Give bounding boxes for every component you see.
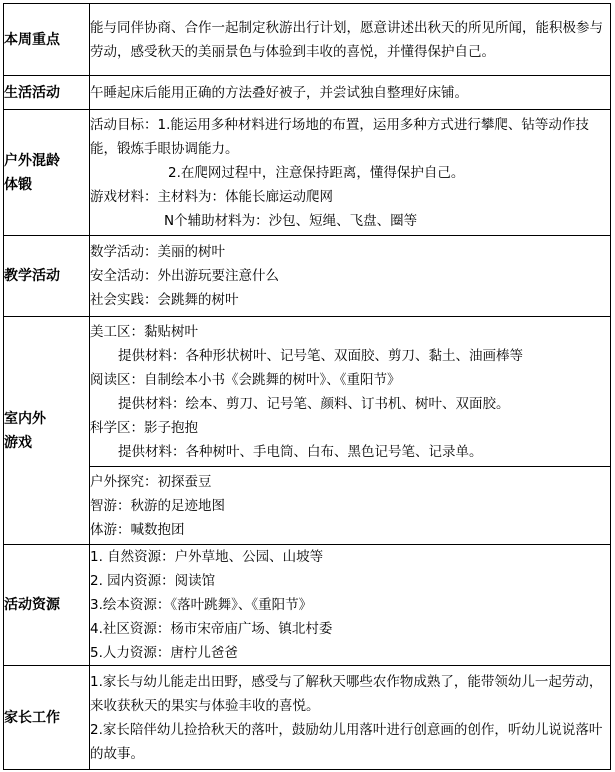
outdoor-label-line1: 户外混龄 xyxy=(4,152,60,169)
focus-text xyxy=(90,4,611,76)
science-materials: 提供材料：各种树叶、手电筒、白布、黑色记号笔、记录单。 xyxy=(118,443,483,460)
puzzle-game: 智游：秋游的足迹地图 xyxy=(90,497,225,514)
resources-content xyxy=(90,545,611,666)
row-resources xyxy=(4,545,611,666)
row-indoor-games xyxy=(4,467,611,545)
teaching-item: 数学活动：美丽的树叶 xyxy=(90,244,225,260)
focus-paragraph: 能与同伴协商、合作一起制定秋游出行计划，愿意讲述出秋天的所见所闻，能积极参与劳动，感受秋天的美丽景色与体验到丰收的喜悦，并懂得保护自己。 xyxy=(90,19,603,60)
row-indoor-areas xyxy=(4,317,611,467)
art-area: 美工区：黏贴树叶 xyxy=(90,323,198,340)
outdoor-goal-1: 活动目标：1.能运用多种材料进行场地的布置，运用多种方式进行攀爬、钻等动作技能，锻炼手眼协调能力。 xyxy=(90,116,589,157)
outdoor-label-line2: 体锻 xyxy=(4,176,32,193)
row-label-resources: 活动资源 xyxy=(4,545,90,666)
reading-area: 阅读区：自制绘本小书《会跳舞的树叶》、《重阳节》 xyxy=(90,371,401,388)
outdoor-goal-2: 2.在爬网过程中，注意保持距离，懂得保护自己。 xyxy=(168,164,465,181)
row-label-outdoor xyxy=(4,110,90,236)
indoor-games-content xyxy=(90,467,611,545)
art-materials: 提供材料：各种形状树叶、记号笔、双面胶、剪刀、黏土、油画棒等 xyxy=(118,347,523,364)
life-paragraph: 午睡起床后能用正确的方法叠好被子，并尝试独自整理好床铺。 xyxy=(90,84,468,101)
resource-item: 4.社区资源：杨市宋帝庙广场、镇北村委 xyxy=(90,621,333,637)
teaching-item: 安全活动：外出游玩要注意什么 xyxy=(90,268,279,284)
outdoor-explore: 户外探究：初探蚕豆 xyxy=(90,473,212,490)
outdoor-material-aux: N个辅助材料为：沙包、短绳、飞盘、圈等 xyxy=(164,212,418,229)
science-area: 科学区：影子抱抱 xyxy=(90,419,198,436)
parents-item-2: 2.家长陪伴幼儿捡拾秋天的落叶，鼓励幼儿用落叶进行创意画的创作，听幼儿说说落叶的故事。 xyxy=(90,721,603,762)
reading-materials: 提供材料：绘本、剪刀、记号笔、颜料、订书机、树叶、双面胶。 xyxy=(118,395,510,412)
indoor-label-line2: 游戏 xyxy=(4,434,32,451)
indoor-label-line1: 室内外 xyxy=(4,410,46,427)
row-outdoor xyxy=(4,110,611,236)
parents-item-1: 1.家长与幼儿能走出田野，感受与了解秋天哪些农作物成熟了，能带领幼儿一起劳动，来收获秋天的果实与体验丰收的喜悦。 xyxy=(90,673,603,714)
life-text xyxy=(90,76,611,110)
outdoor-content xyxy=(90,110,611,236)
row-parents xyxy=(4,666,611,770)
resource-item: 2. 园内资源：阅读馆 xyxy=(90,573,216,589)
row-teaching xyxy=(4,236,611,317)
sport-game: 体游：喊数抱团 xyxy=(90,521,185,538)
parents-content xyxy=(90,666,611,770)
teaching-item: 社会实践：会跳舞的树叶 xyxy=(90,292,239,308)
resource-item: 1. 自然资源：户外草地、公园、山坡等 xyxy=(90,549,324,565)
indoor-areas-content xyxy=(90,317,611,467)
row-focus xyxy=(4,4,611,76)
teaching-content xyxy=(90,236,611,317)
weekly-plan-table xyxy=(3,3,611,770)
outdoor-material-main: 游戏材料：主材料为：体能长廊运动爬网 xyxy=(90,188,333,205)
row-life xyxy=(4,76,611,110)
row-label-focus: 本周重点 xyxy=(4,4,90,76)
resource-item: 5.人力资源：唐柠儿爸爸 xyxy=(90,645,238,661)
row-label-teaching: 教学活动 xyxy=(4,236,90,317)
row-label-life: 生活活动 xyxy=(4,76,90,110)
row-label-parents: 家长工作 xyxy=(4,666,90,770)
row-label-indoor xyxy=(4,317,90,545)
resource-item: 3.绘本资源：《落叶跳舞》、《重阳节》 xyxy=(90,597,313,613)
